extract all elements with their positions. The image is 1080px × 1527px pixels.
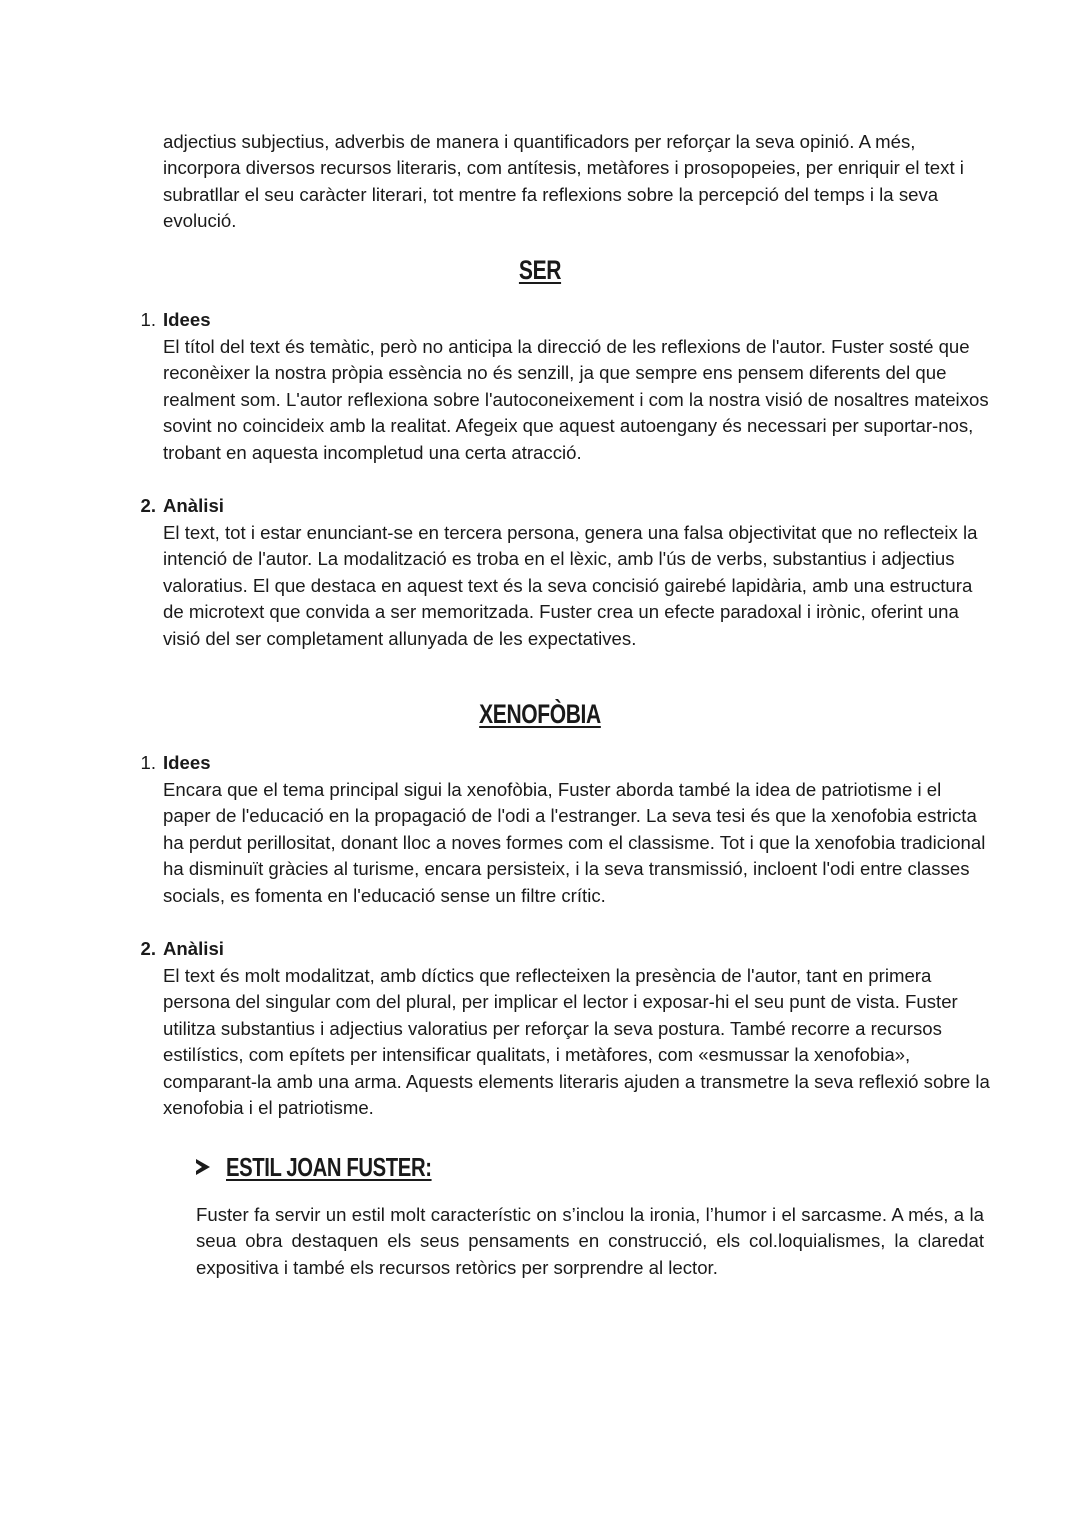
estil-paragraph: Fuster fa servir un estil molt característic on s’inclou la ironia, l’humor i el sarcasme. A més, a la seua obra destaquen els seus pensaments en construcció, els col.loquialismes, la claredat expositiva i també els recursos retòrics per sorprendre al lector. — [196, 1204, 984, 1278]
arrow-bullet-icon — [196, 1159, 210, 1175]
xenofobia-idees-paragraph: Encara que el tema principal sigui la xenofòbia, Fuster aborda també la idea de patriotisme i el paper de l'educació en la propagació de l'odi a l'estranger. La seva tesi és que la xenofobia estricta ha perdut perillositat, donant lloc a noves formes com el classisme. Tot i que la xenofobia tradicional ha disminuït gràcies al turisme, encara persisteix, i la seva transmissió, incloent l'odi entre classes socials, es fomenta en l'educació sense un filtre crític. — [163, 779, 986, 906]
section-heading-ser: SER — [518, 255, 562, 285]
estil-heading: ESTIL JOAN FUSTER: — [226, 1152, 432, 1182]
list-number: 2. — [140, 495, 156, 516]
item-title-analisi: Anàlisi — [163, 495, 224, 516]
ser-analisi-paragraph: El text, tot i estar enunciant-se en tercera persona, genera una falsa objectivitat que no reflecteix la intenció de l'autor. La modalització es troba en el lèxic, amb l'ús de verbs, substantius i adjectius valoratius. El que destaca en aquest text és la seva concisió gairebé lapidària, amb una estructura de microtext que convida a ser memoritzada. Fuster crea un efecte paradoxal i irònic, oferint una visió del ser completament allunyada de les expectatives. — [163, 522, 978, 649]
section-heading-xenofobia: XENOFÒBIA — [479, 699, 601, 729]
estil-heading-row — [196, 1150, 490, 1184]
item-title-idees: Idees — [163, 309, 211, 330]
xenofobia-analisi-paragraph: El text és molt modalitzat, amb díctics que reflecteixen la presència de l'autor, tant en primera persona del singular com del plural, per implicar el lector i exposar-hi el seu punt de vista. Fuster utilitza substantius i adjectius valoratius per reforçar la seva postura. També recorre a recursos estilístics, com epítets per intensificar qualitats, i metàfores, com «esmussar la xenofobia», comparant-la amb una arma. Aquests elements literaris ajuden a transmetre la seva reflexió sobre la xenofobia i el patriotisme. — [163, 965, 990, 1119]
list-number: 1. — [140, 309, 156, 330]
item-title-analisi: Anàlisi — [163, 938, 224, 959]
list-number: 1. — [140, 752, 156, 773]
ser-idees-paragraph: El títol del text és temàtic, però no anticipa la direcció de les reflexions de l'autor. Fuster sosté que reconèixer la nostra pròpia essència no és senzill, ja que sempre ens pensem diferents del que realment som. L'autor reflexiona sobre l'autoconeixement i com la nostra visió de nosaltres mateixos sovint no coincideix amb la realitat. Afegeix que aquest autoengany és necessari per suportar-nos, trobant en aquesta incompletud una certa atracció. — [163, 336, 989, 463]
list-number: 2. — [140, 938, 156, 959]
item-title-idees: Idees — [163, 752, 211, 773]
intro-paragraph: adjectius subjectius, adverbis de manera i quantificadors per reforçar la seva opinió. A més, incorpora diversos recursos literaris, com antítesis, metàfores i prosopopeies, per enriquir el text i subratllar el seu caràcter literari, tot mentre fa reflexions sobre la percepció del temps i la seva evolució. — [163, 131, 964, 232]
